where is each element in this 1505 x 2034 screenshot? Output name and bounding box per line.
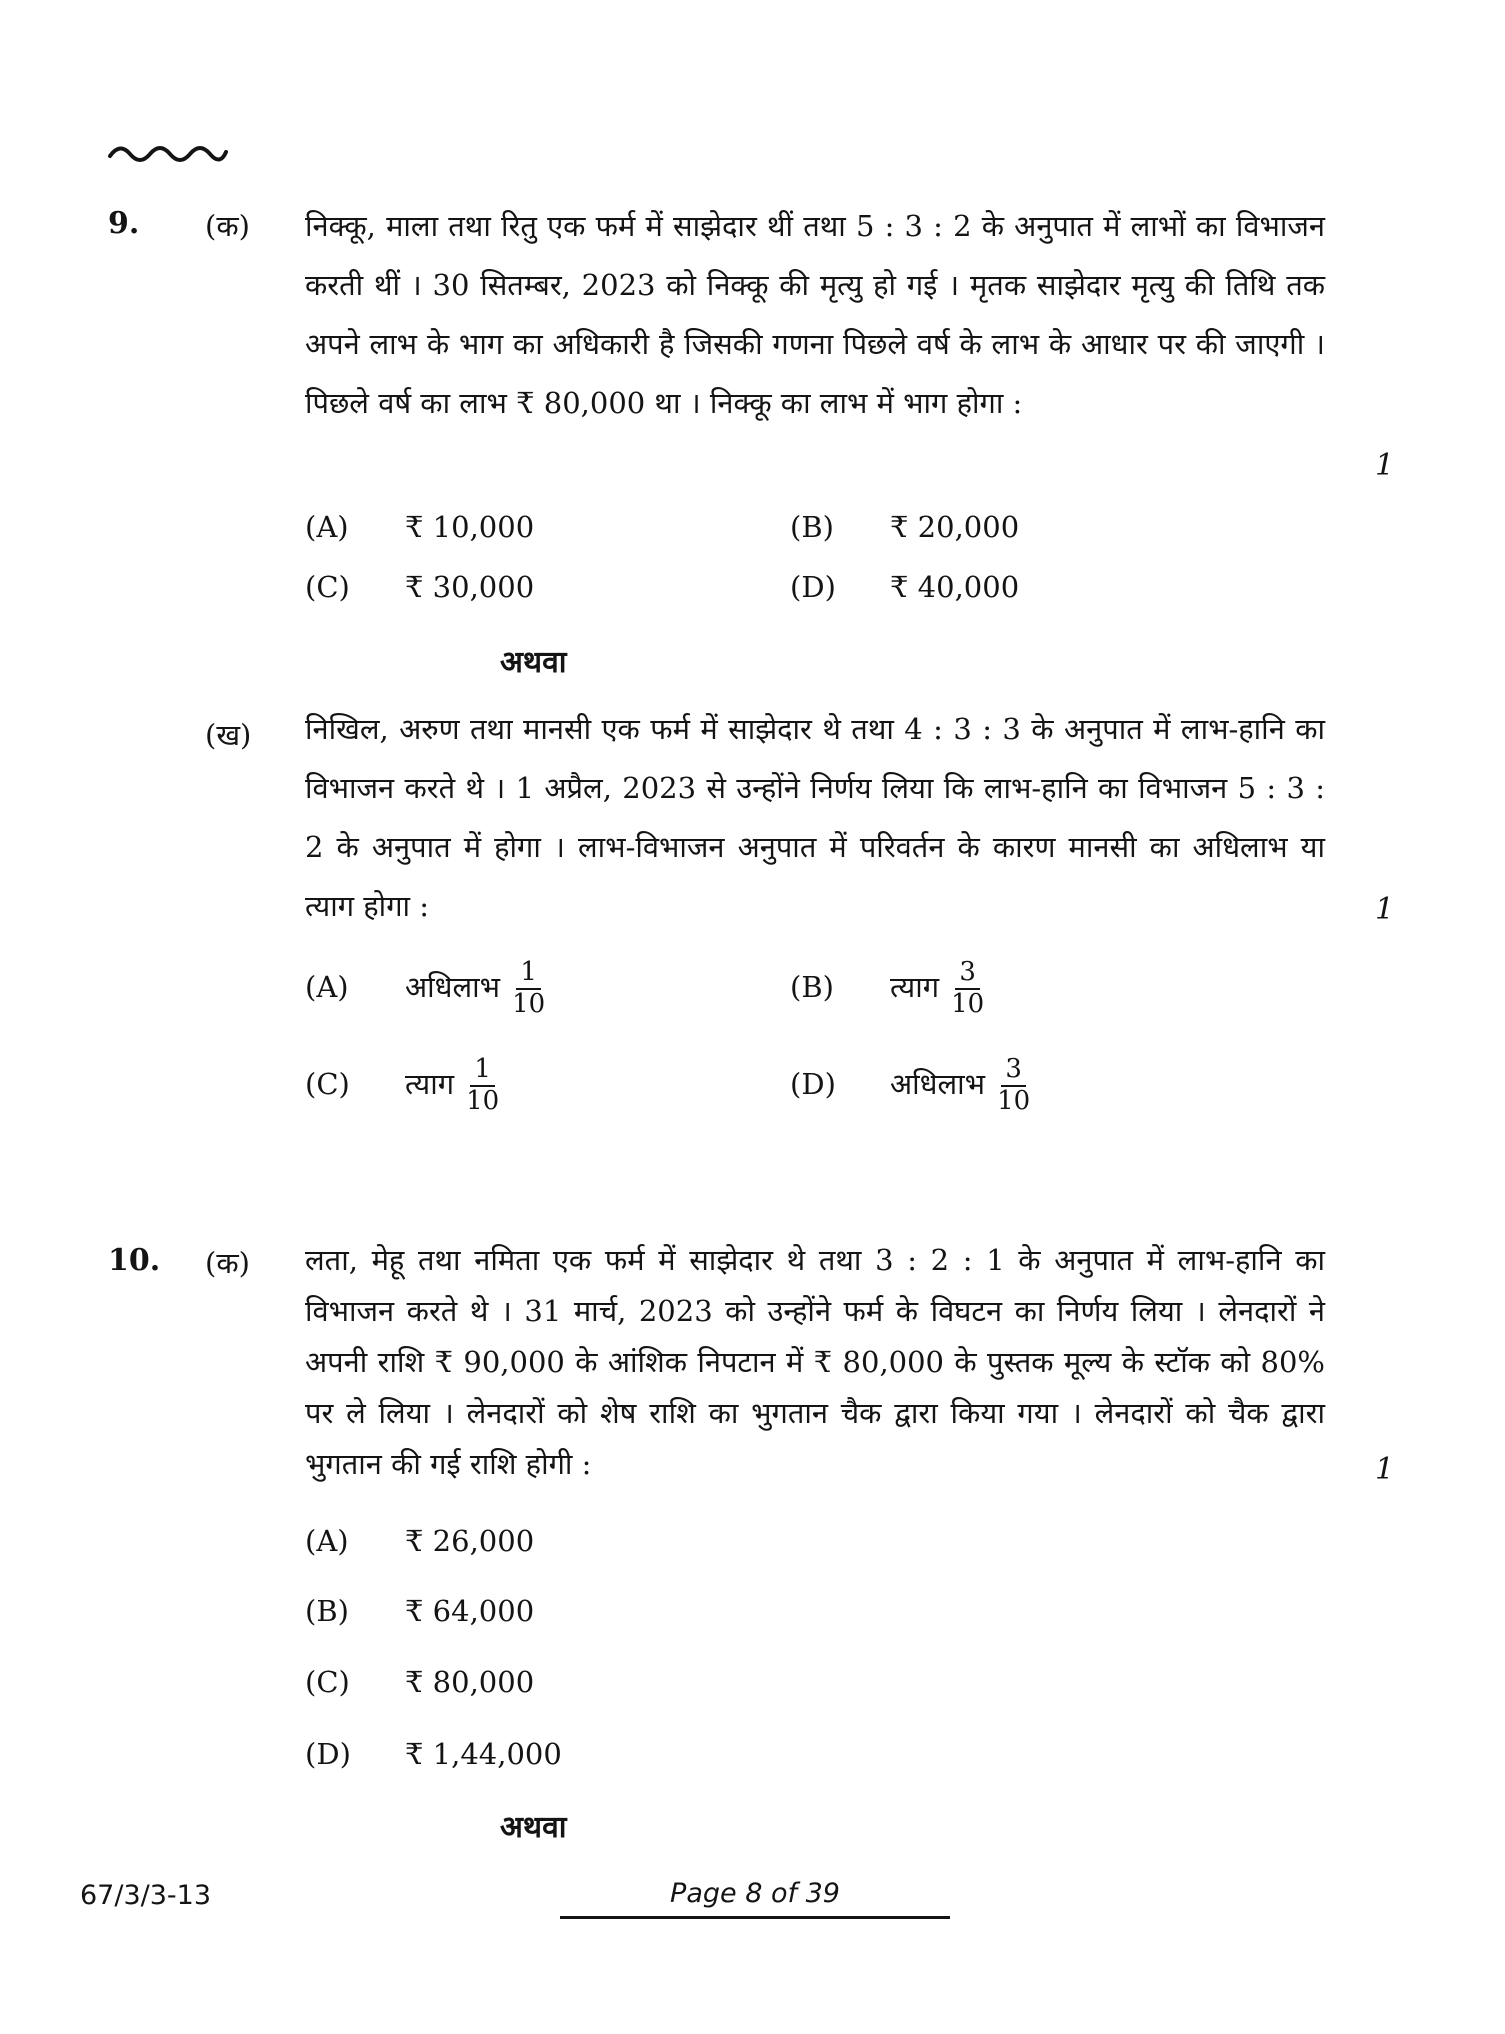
option-a[interactable] [305, 1524, 534, 1558]
option-letter: (A) [305, 969, 349, 1004]
question-text: निखिल, अरुण तथा मानसी एक फर्म में साझेदार थे तथा 4 : 3 : 3 के अनुपात में लाभ-हानि का विभाजन करते थे । 1 अप्रैल, 2023 से उन्होंने निर्णय लिया कि लाभ-हानि का विभाजन 5 : 3 : 2 के अनुपात में होगा । लाभ-विभाजन अनुपात में परिवर्तन के कारण मानसी का अधिलाभ या त्याग होगा : [305, 712, 1325, 923]
option-c[interactable] [305, 570, 534, 604]
option-c[interactable] [305, 1055, 499, 1117]
option-value: ₹ 80,000 [405, 1665, 535, 1699]
part-label: (ख) [205, 718, 252, 752]
option-a[interactable] [305, 510, 534, 544]
option-a[interactable] [305, 958, 545, 1020]
part-label: (क) [205, 1246, 250, 1280]
option-d[interactable] [305, 1737, 562, 1771]
option-word: त्याग [890, 969, 940, 1004]
question-text: लता, मेहू तथा नमिता एक फर्म में साझेदार थे तथा 3 : 2 : 1 के अनुपात में लाभ-हानि का विभाजन करते थे । 31 मार्च, 2023 को उन्होंने फर्म के विघटन का निर्णय लिया । लेनदारों ने अपनी राशि ₹ 90,000 के आंशिक निपटान में ₹ 80,000 के पुस्तक मूल्य के स्टॉक को 80% पर ले लिया । लेनदारों को शेष राशि का भुगतान चैक द्वारा किया गया । लेनदारों को चैक द्वारा भुगतान की गई राशि होगी : [305, 1243, 1325, 1481]
marks: 1 [1375, 892, 1395, 927]
option-letter: (A) [305, 1524, 349, 1558]
option-b[interactable] [790, 510, 1019, 544]
option-word: त्याग [405, 1066, 455, 1101]
fraction-numerator: 1 [470, 1055, 495, 1087]
fraction-denominator: 10 [512, 988, 546, 1019]
option-d[interactable] [790, 1055, 1030, 1117]
option-letter: (C) [305, 570, 350, 604]
fraction [466, 1055, 499, 1117]
option-value: ₹ 30,000 [405, 570, 535, 604]
or-separator: अथवा [500, 645, 567, 680]
or-separator: अथवा [500, 1810, 567, 1845]
option-word: अधिलाभ [890, 1066, 986, 1101]
option-letter: (A) [305, 510, 349, 544]
option-b[interactable] [790, 958, 984, 1020]
option-value: ₹ 10,000 [405, 510, 535, 544]
option-b[interactable] [305, 1594, 534, 1628]
fraction [951, 958, 984, 1020]
option-letter: (C) [305, 1665, 350, 1699]
question-text: निक्कू, माला तथा रितु एक फर्म में साझेदार थीं तथा 5 : 3 : 2 के अनुपात में लाभों का विभाजन करती थीं । 30 सितम्बर, 2023 को निक्कू की मृत्यु हो गई । मृतक साझेदार मृत्यु की तिथि तक अपने लाभ के भाग का अधिकारी है जिसकी गणना पिछले वर्ष के लाभ के आधार पर की जाएगी । पिछले वर्ष का लाभ ₹ 80,000 था । निक्कू का लाभ में भाग होगा : [305, 209, 1326, 420]
question-number: 10. [108, 1243, 161, 1278]
fraction-denominator: 10 [951, 988, 985, 1019]
marks: 1 [1375, 448, 1395, 483]
fraction [997, 1055, 1030, 1117]
option-value: ₹ 1,44,000 [405, 1737, 562, 1771]
question-number: 9. [108, 206, 140, 241]
option-letter: (D) [790, 570, 836, 604]
marks: 1 [1375, 1452, 1395, 1487]
option-letter: (B) [305, 1594, 349, 1628]
option-word: अधिलाभ [405, 969, 501, 1004]
fraction-numerator: 3 [1001, 1055, 1026, 1087]
option-letter: (B) [790, 510, 834, 544]
option-letter: (C) [305, 1066, 350, 1101]
page-number: Page 8 of 39 [670, 1878, 840, 1909]
option-d[interactable] [790, 570, 1019, 604]
part-label: (क) [205, 209, 250, 243]
footer-divider [560, 1916, 950, 1919]
fraction-numerator: 1 [516, 958, 541, 990]
fraction-numerator: 3 [955, 958, 980, 990]
paper-code: 67/3/3-13 [80, 1880, 212, 1911]
fraction [512, 958, 545, 1020]
option-letter: (D) [305, 1737, 351, 1771]
option-value: ₹ 26,000 [405, 1524, 535, 1558]
option-c[interactable] [305, 1665, 534, 1699]
option-value: ₹ 20,000 [890, 510, 1020, 544]
option-letter: (B) [790, 969, 834, 1004]
option-value: ₹ 40,000 [890, 570, 1020, 604]
wave-mark [108, 138, 228, 168]
fraction-denominator: 10 [466, 1085, 500, 1116]
option-letter: (D) [790, 1066, 836, 1101]
option-value: ₹ 64,000 [405, 1594, 535, 1628]
fraction-denominator: 10 [997, 1085, 1031, 1116]
